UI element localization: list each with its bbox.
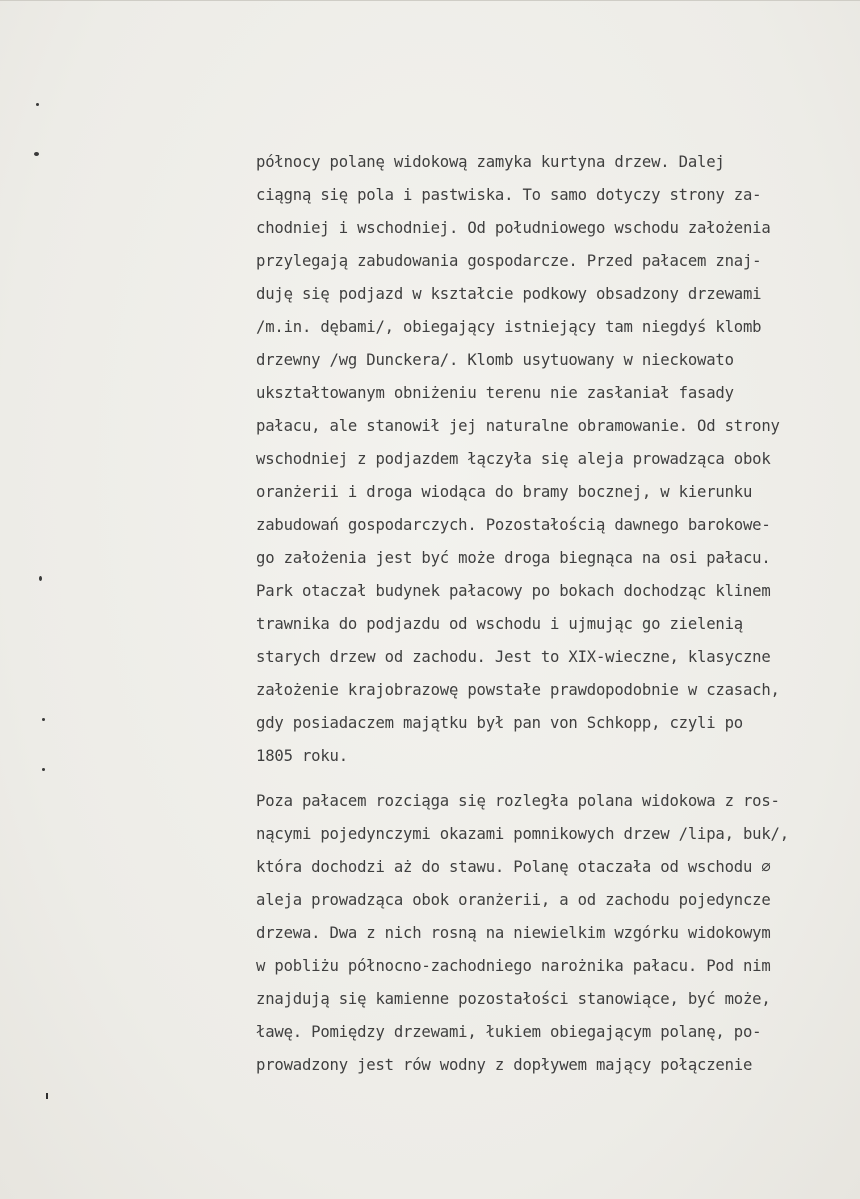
text-line: założenie krajobrazowę powstałe prawdopodobnie w czasach, <box>256 681 780 699</box>
margin-speck <box>34 152 39 156</box>
text-line: gdy posiadaczem majątku był pan von Schkopp, czyli po <box>256 714 743 732</box>
text-line: nącymi pojedynczymi okazami pomnikowych drzew /lipa, buk/, <box>256 825 789 843</box>
text-line: duję się podjazd w kształcie podkowy obsadzony drzewami <box>256 285 762 303</box>
paragraph <box>256 146 856 773</box>
paragraph-gap <box>256 773 856 785</box>
text-line: 1805 roku. <box>256 747 348 765</box>
text-line: starych drzew od zachodu. Jest to XIX-wieczne, klasyczne <box>256 648 771 666</box>
text-line: drzewa. Dwa z nich rosną na niewielkim wzgórku widokowym <box>256 924 771 942</box>
text-line: Poza pałacem rozciąga się rozległa polana widokowa z ros- <box>256 792 780 810</box>
text-line: oranżerii i droga wiodąca do bramy bocznej, w kierunku <box>256 483 753 501</box>
document-body <box>256 146 856 1082</box>
text-line: pałacu, ale stanowił jej naturalne obramowanie. Od strony <box>256 417 780 435</box>
text-line: aleja prowadząca obok oranżerii, a od zachodu pojedyncze <box>256 891 771 909</box>
margin-speck <box>42 768 45 771</box>
margin-speck <box>36 103 39 106</box>
text-line: wschodniej z podjazdem łączyła się aleja prowadząca obok <box>256 450 771 468</box>
text-line: Park otaczał budynek pałacowy po bokach dochodząc klinem <box>256 582 771 600</box>
text-line: go założenia jest być może droga biegnąca na osi pałacu. <box>256 549 771 567</box>
text-line: ławę. Pomiędzy drzewami, łukiem obiegającym polanę, po- <box>256 1023 762 1041</box>
page-edge <box>0 0 860 1</box>
text-line: trawnika do podjazdu od wschodu i ujmując go zielenią <box>256 615 743 633</box>
text-line: przylegają zabudowania gospodarcze. Przed pałacem znaj- <box>256 252 762 270</box>
text-line: ukształtowanym obniżeniu terenu nie zasłaniał fasady <box>256 384 734 402</box>
text-line: znajdują się kamienne pozostałości stanowiące, być może, <box>256 990 771 1008</box>
text-line: w pobliżu północno-zachodniego narożnika pałacu. Pod nim <box>256 957 771 975</box>
text-line: zabudowań gospodarczych. Pozostałością dawnego barokowe- <box>256 516 771 534</box>
text-line: chodniej i wschodniej. Od południowego wschodu założenia <box>256 219 771 237</box>
text-line: drzewny /wg Dunckera/. Klomb usytuowany w nieckowato <box>256 351 734 369</box>
paragraph <box>256 785 856 1082</box>
text-line: która dochodzi aż do stawu. Polanę otaczała od wschodu ⌀ <box>256 858 771 876</box>
margin-speck <box>39 576 42 581</box>
text-line: ciągną się pola i pastwiska. To samo dotyczy strony za- <box>256 186 762 204</box>
text-line: północy polanę widokową zamyka kurtyna drzew. Dalej <box>256 153 725 171</box>
margin-speck <box>42 718 45 721</box>
text-line: /m.in. dębami/, obiegający istniejący tam niegdyś klomb <box>256 318 762 336</box>
margin-speck <box>46 1093 48 1099</box>
text-line: prowadzony jest rów wodny z dopływem mający połączenie <box>256 1056 753 1074</box>
